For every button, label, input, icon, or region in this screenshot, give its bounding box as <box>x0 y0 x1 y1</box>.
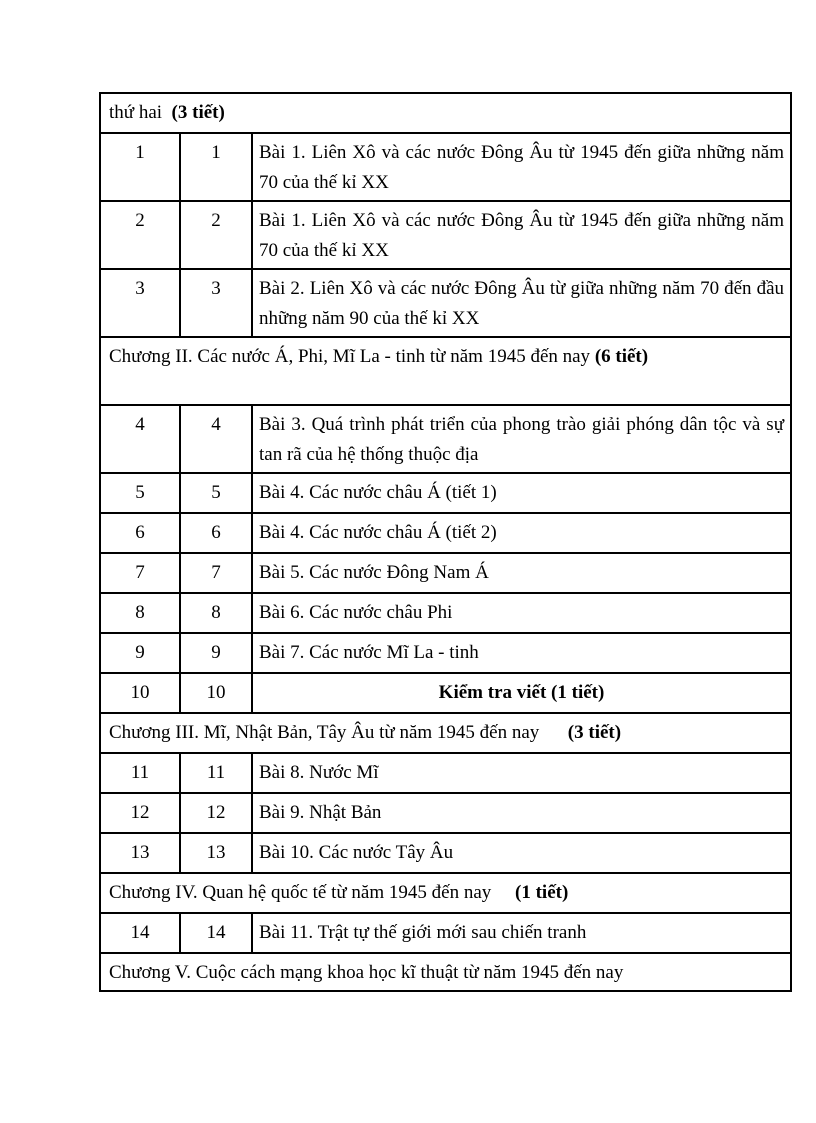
section-header <box>100 713 791 753</box>
lesson-cell: 4 <box>180 405 252 473</box>
week-cell: 9 <box>100 633 180 673</box>
table-row <box>100 633 791 673</box>
lesson-cell: 7 <box>180 553 252 593</box>
lesson-title-cell: Bài 7. Các nước Mĩ La - tinh <box>252 633 791 673</box>
week-cell: 4 <box>100 405 180 473</box>
week-cell: 8 <box>100 593 180 633</box>
lesson-title-cell: Bài 5. Các nước Đông Nam Á <box>252 553 791 593</box>
table-row <box>100 913 791 953</box>
week-cell: 1 <box>100 133 180 201</box>
lesson-cell: 6 <box>180 513 252 553</box>
section-title: Chương IV. Quan hệ quốc tế từ năm 1945 đến nay <box>109 882 492 903</box>
week-cell: 5 <box>100 473 180 513</box>
week-cell: 10 <box>100 673 180 713</box>
table-row <box>100 753 791 793</box>
week-cell: 11 <box>100 753 180 793</box>
week-cell: 3 <box>100 269 180 337</box>
lesson-cell: 12 <box>180 793 252 833</box>
lesson-cell: 5 <box>180 473 252 513</box>
lesson-cell: 13 <box>180 833 252 873</box>
lesson-title-cell: Bài 6. Các nước châu Phi <box>252 593 791 633</box>
table-row <box>100 673 791 713</box>
lesson-title-cell: Bài 3. Quá trình phát triển của phong trào giải phóng dân tộc và sự tan rã của hệ thống thuộc địa <box>252 405 791 473</box>
table-row <box>100 553 791 593</box>
lesson-cell: 3 <box>180 269 252 337</box>
section-period: (6 tiết) <box>594 346 649 367</box>
section-row <box>100 953 791 991</box>
section-row <box>100 713 791 753</box>
week-cell: 14 <box>100 913 180 953</box>
lesson-title-cell: Bài 4. Các nước châu Á (tiết 1) <box>252 473 791 513</box>
section-row <box>100 873 791 913</box>
exam-cell: Kiểm tra viết (1 tiết) <box>252 673 791 713</box>
lesson-title-cell: Bài 2. Liên Xô và các nước Đông Âu từ giữa những năm 70 đến đầu những năm 90 của thế kỉ XX <box>252 269 791 337</box>
section-period: (3 tiết) <box>171 102 225 123</box>
lesson-title-cell: Bài 8. Nước Mĩ <box>252 753 791 793</box>
lesson-title-cell: Bài 10. Các nước Tây Âu <box>252 833 791 873</box>
lesson-cell: 1 <box>180 133 252 201</box>
table-row <box>100 833 791 873</box>
lesson-cell: 14 <box>180 913 252 953</box>
section-header <box>100 337 791 405</box>
week-cell: 7 <box>100 553 180 593</box>
section-header <box>100 953 791 991</box>
week-cell: 2 <box>100 201 180 269</box>
section-period: (3 tiết) <box>567 722 622 743</box>
week-cell: 6 <box>100 513 180 553</box>
table-row <box>100 133 791 201</box>
lesson-title-cell: Bài 1. Liên Xô và các nước Đông Âu từ 1945 đến giữa những năm 70 của thế kỉ XX <box>252 201 791 269</box>
section-header <box>100 873 791 913</box>
lesson-cell: 10 <box>180 673 252 713</box>
table-row <box>100 405 791 473</box>
lesson-cell: 11 <box>180 753 252 793</box>
section-title: thứ hai <box>109 102 163 123</box>
lesson-title-cell: Bài 1. Liên Xô và các nước Đông Âu từ 1945 đến giữa những năm 70 của thế kỉ XX <box>252 133 791 201</box>
section-row <box>100 93 791 133</box>
table-row <box>100 473 791 513</box>
lesson-title-cell: Bài 11. Trật tự thế giới mới sau chiến tranh <box>252 913 791 953</box>
section-title: Chương II. Các nước Á, Phi, Mĩ La - tinh từ năm 1945 đến nay <box>109 346 591 367</box>
lesson-cell: 8 <box>180 593 252 633</box>
section-header <box>100 93 791 133</box>
section-title: Chương III. Mĩ, Nhật Bản, Tây Âu từ năm 1945 đến nay <box>109 722 540 743</box>
lesson-title-cell: Bài 4. Các nước châu Á (tiết 2) <box>252 513 791 553</box>
curriculum-table <box>99 92 792 992</box>
week-cell: 12 <box>100 793 180 833</box>
section-title: Chương V. Cuộc cách mạng khoa học kĩ thuật từ năm 1945 đến nay <box>109 962 624 983</box>
week-cell: 13 <box>100 833 180 873</box>
lesson-cell: 2 <box>180 201 252 269</box>
section-period: (1 tiết) <box>515 882 569 903</box>
table-row <box>100 269 791 337</box>
table-row <box>100 593 791 633</box>
lesson-cell: 9 <box>180 633 252 673</box>
table-row <box>100 201 791 269</box>
table-row <box>100 793 791 833</box>
section-row <box>100 337 791 405</box>
table-row <box>100 513 791 553</box>
lesson-title-cell: Bài 9. Nhật Bản <box>252 793 791 833</box>
